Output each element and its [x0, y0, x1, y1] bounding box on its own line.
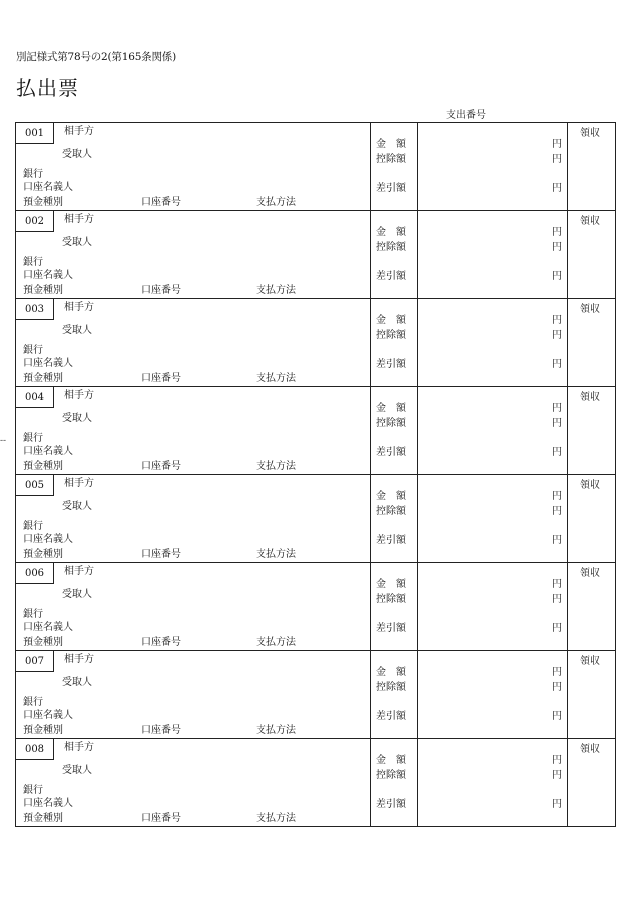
record-number: 007	[16, 651, 54, 672]
record-number: 008	[16, 739, 54, 760]
net-amount-yen: 円	[552, 447, 562, 458]
deduction-yen: 円	[552, 330, 562, 341]
amount-yen: 円	[552, 139, 562, 150]
amount-label: 金 額	[376, 227, 406, 238]
net-amount-yen: 円	[552, 711, 562, 722]
counterparty-label: 相手方	[64, 390, 94, 401]
record-number: 004	[16, 387, 54, 408]
counterparty-label: 相手方	[64, 214, 94, 225]
deduction-label: 控除額	[376, 682, 406, 693]
receipt-label: 領収	[580, 656, 600, 667]
deduction-label: 控除額	[376, 154, 406, 165]
receipt-label: 領収	[580, 128, 600, 139]
counterparty-label: 相手方	[64, 654, 94, 665]
counterparty-label: 相手方	[64, 566, 94, 577]
net-amount-label: 差引額	[376, 799, 406, 810]
account-holder-label: 口座名義人	[23, 710, 73, 721]
payment-number-label: 支出番号	[446, 110, 486, 121]
amount-label: 金 額	[376, 579, 406, 590]
deduction-yen: 円	[552, 154, 562, 165]
account-number-label: 口座番号	[141, 813, 181, 824]
deduction-label: 控除額	[376, 770, 406, 781]
recipient-label: 受取人	[62, 237, 92, 248]
account-number-label: 口座番号	[141, 549, 181, 560]
payment-record	[16, 299, 615, 387]
deduction-yen: 円	[552, 418, 562, 429]
deposit-type-label: 預金種別	[23, 813, 63, 824]
amount-column-divider	[370, 299, 371, 387]
payment-record	[16, 651, 615, 739]
account-holder-label: 口座名義人	[23, 446, 73, 457]
value-column-divider	[417, 475, 418, 563]
value-column-divider	[417, 123, 418, 211]
amount-yen: 円	[552, 491, 562, 502]
amount-column-divider	[370, 563, 371, 651]
value-column-divider	[417, 563, 418, 651]
account-holder-label: 口座名義人	[23, 798, 73, 809]
deduction-label: 控除額	[376, 594, 406, 605]
record-number: 002	[16, 211, 54, 232]
payment-record	[16, 387, 615, 475]
net-amount-label: 差引額	[376, 711, 406, 722]
recipient-label: 受取人	[62, 677, 92, 688]
payment-slip-table	[15, 122, 616, 827]
record-number: 001	[16, 123, 54, 144]
bank-label: 銀行	[23, 433, 43, 444]
account-number-label: 口座番号	[141, 285, 181, 296]
amount-label: 金 額	[376, 315, 406, 326]
deduction-label: 控除額	[376, 506, 406, 517]
receipt-column-divider	[567, 299, 568, 387]
page-title: 払出票	[16, 76, 79, 100]
deduction-yen: 円	[552, 506, 562, 517]
net-amount-yen: 円	[552, 799, 562, 810]
receipt-label: 領収	[580, 216, 600, 227]
bank-label: 銀行	[23, 257, 43, 268]
net-amount-label: 差引額	[376, 271, 406, 282]
deduction-label: 控除額	[376, 330, 406, 341]
account-holder-label: 口座名義人	[23, 534, 73, 545]
deposit-type-label: 預金種別	[23, 373, 63, 384]
payment-method-label: 支払方法	[256, 373, 296, 384]
counterparty-label: 相手方	[64, 478, 94, 489]
deduction-label: 控除額	[376, 242, 406, 253]
bank-label: 銀行	[23, 521, 43, 532]
receipt-label: 領収	[580, 568, 600, 579]
value-column-divider	[417, 739, 418, 827]
receipt-label: 領収	[580, 480, 600, 491]
receipt-column-divider	[567, 387, 568, 475]
amount-yen: 円	[552, 315, 562, 326]
record-number: 005	[16, 475, 54, 496]
deposit-type-label: 預金種別	[23, 637, 63, 648]
value-column-divider	[417, 299, 418, 387]
deduction-yen: 円	[552, 594, 562, 605]
amount-column-divider	[370, 651, 371, 739]
margin-mark: --	[0, 436, 7, 446]
net-amount-yen: 円	[552, 183, 562, 194]
net-amount-label: 差引額	[376, 535, 406, 546]
amount-column-divider	[370, 211, 371, 299]
form-reference: 別記様式第78号の2(第165条関係)	[16, 51, 176, 63]
account-holder-label: 口座名義人	[23, 622, 73, 633]
account-number-label: 口座番号	[141, 725, 181, 736]
recipient-label: 受取人	[62, 589, 92, 600]
amount-column-divider	[370, 387, 371, 475]
account-holder-label: 口座名義人	[23, 182, 73, 193]
counterparty-label: 相手方	[64, 302, 94, 313]
account-number-label: 口座番号	[141, 373, 181, 384]
bank-label: 銀行	[23, 609, 43, 620]
receipt-label: 領収	[580, 392, 600, 403]
net-amount-label: 差引額	[376, 447, 406, 458]
deposit-type-label: 預金種別	[23, 725, 63, 736]
amount-yen: 円	[552, 403, 562, 414]
counterparty-label: 相手方	[64, 126, 94, 137]
payment-method-label: 支払方法	[256, 285, 296, 296]
payment-method-label: 支払方法	[256, 725, 296, 736]
amount-label: 金 額	[376, 139, 406, 150]
deposit-type-label: 預金種別	[23, 197, 63, 208]
recipient-label: 受取人	[62, 501, 92, 512]
account-number-label: 口座番号	[141, 637, 181, 648]
amount-label: 金 額	[376, 491, 406, 502]
amount-label: 金 額	[376, 755, 406, 766]
payment-record	[16, 123, 615, 211]
net-amount-label: 差引額	[376, 183, 406, 194]
amount-column-divider	[370, 739, 371, 827]
amount-yen: 円	[552, 667, 562, 678]
receipt-label: 領収	[580, 744, 600, 755]
payment-method-label: 支払方法	[256, 549, 296, 560]
amount-label: 金 額	[376, 667, 406, 678]
account-holder-label: 口座名義人	[23, 270, 73, 281]
value-column-divider	[417, 651, 418, 739]
recipient-label: 受取人	[62, 325, 92, 336]
receipt-column-divider	[567, 475, 568, 563]
net-amount-yen: 円	[552, 535, 562, 546]
record-number: 006	[16, 563, 54, 584]
amount-yen: 円	[552, 579, 562, 590]
net-amount-yen: 円	[552, 623, 562, 634]
bank-label: 銀行	[23, 169, 43, 180]
receipt-column-divider	[567, 739, 568, 827]
deduction-label: 控除額	[376, 418, 406, 429]
recipient-label: 受取人	[62, 765, 92, 776]
amount-column-divider	[370, 123, 371, 211]
counterparty-label: 相手方	[64, 742, 94, 753]
payment-record	[16, 475, 615, 563]
account-number-label: 口座番号	[141, 461, 181, 472]
bank-label: 銀行	[23, 785, 43, 796]
net-amount-yen: 円	[552, 271, 562, 282]
payment-record	[16, 739, 615, 827]
deduction-yen: 円	[552, 682, 562, 693]
deposit-type-label: 預金種別	[23, 461, 63, 472]
deposit-type-label: 預金種別	[23, 285, 63, 296]
deduction-yen: 円	[552, 242, 562, 253]
payment-method-label: 支払方法	[256, 813, 296, 824]
recipient-label: 受取人	[62, 149, 92, 160]
account-number-label: 口座番号	[141, 197, 181, 208]
receipt-label: 領収	[580, 304, 600, 315]
amount-column-divider	[370, 475, 371, 563]
recipient-label: 受取人	[62, 413, 92, 424]
payment-method-label: 支払方法	[256, 197, 296, 208]
payment-record	[16, 563, 615, 651]
net-amount-yen: 円	[552, 359, 562, 370]
bank-label: 銀行	[23, 345, 43, 356]
deduction-yen: 円	[552, 770, 562, 781]
receipt-column-divider	[567, 563, 568, 651]
receipt-column-divider	[567, 651, 568, 739]
net-amount-label: 差引額	[376, 623, 406, 634]
account-holder-label: 口座名義人	[23, 358, 73, 369]
payment-method-label: 支払方法	[256, 637, 296, 648]
value-column-divider	[417, 387, 418, 475]
value-column-divider	[417, 211, 418, 299]
payment-record	[16, 211, 615, 299]
receipt-column-divider	[567, 123, 568, 211]
bank-label: 銀行	[23, 697, 43, 708]
deposit-type-label: 預金種別	[23, 549, 63, 560]
record-number: 003	[16, 299, 54, 320]
net-amount-label: 差引額	[376, 359, 406, 370]
payment-method-label: 支払方法	[256, 461, 296, 472]
amount-yen: 円	[552, 227, 562, 238]
amount-label: 金 額	[376, 403, 406, 414]
receipt-column-divider	[567, 211, 568, 299]
amount-yen: 円	[552, 755, 562, 766]
